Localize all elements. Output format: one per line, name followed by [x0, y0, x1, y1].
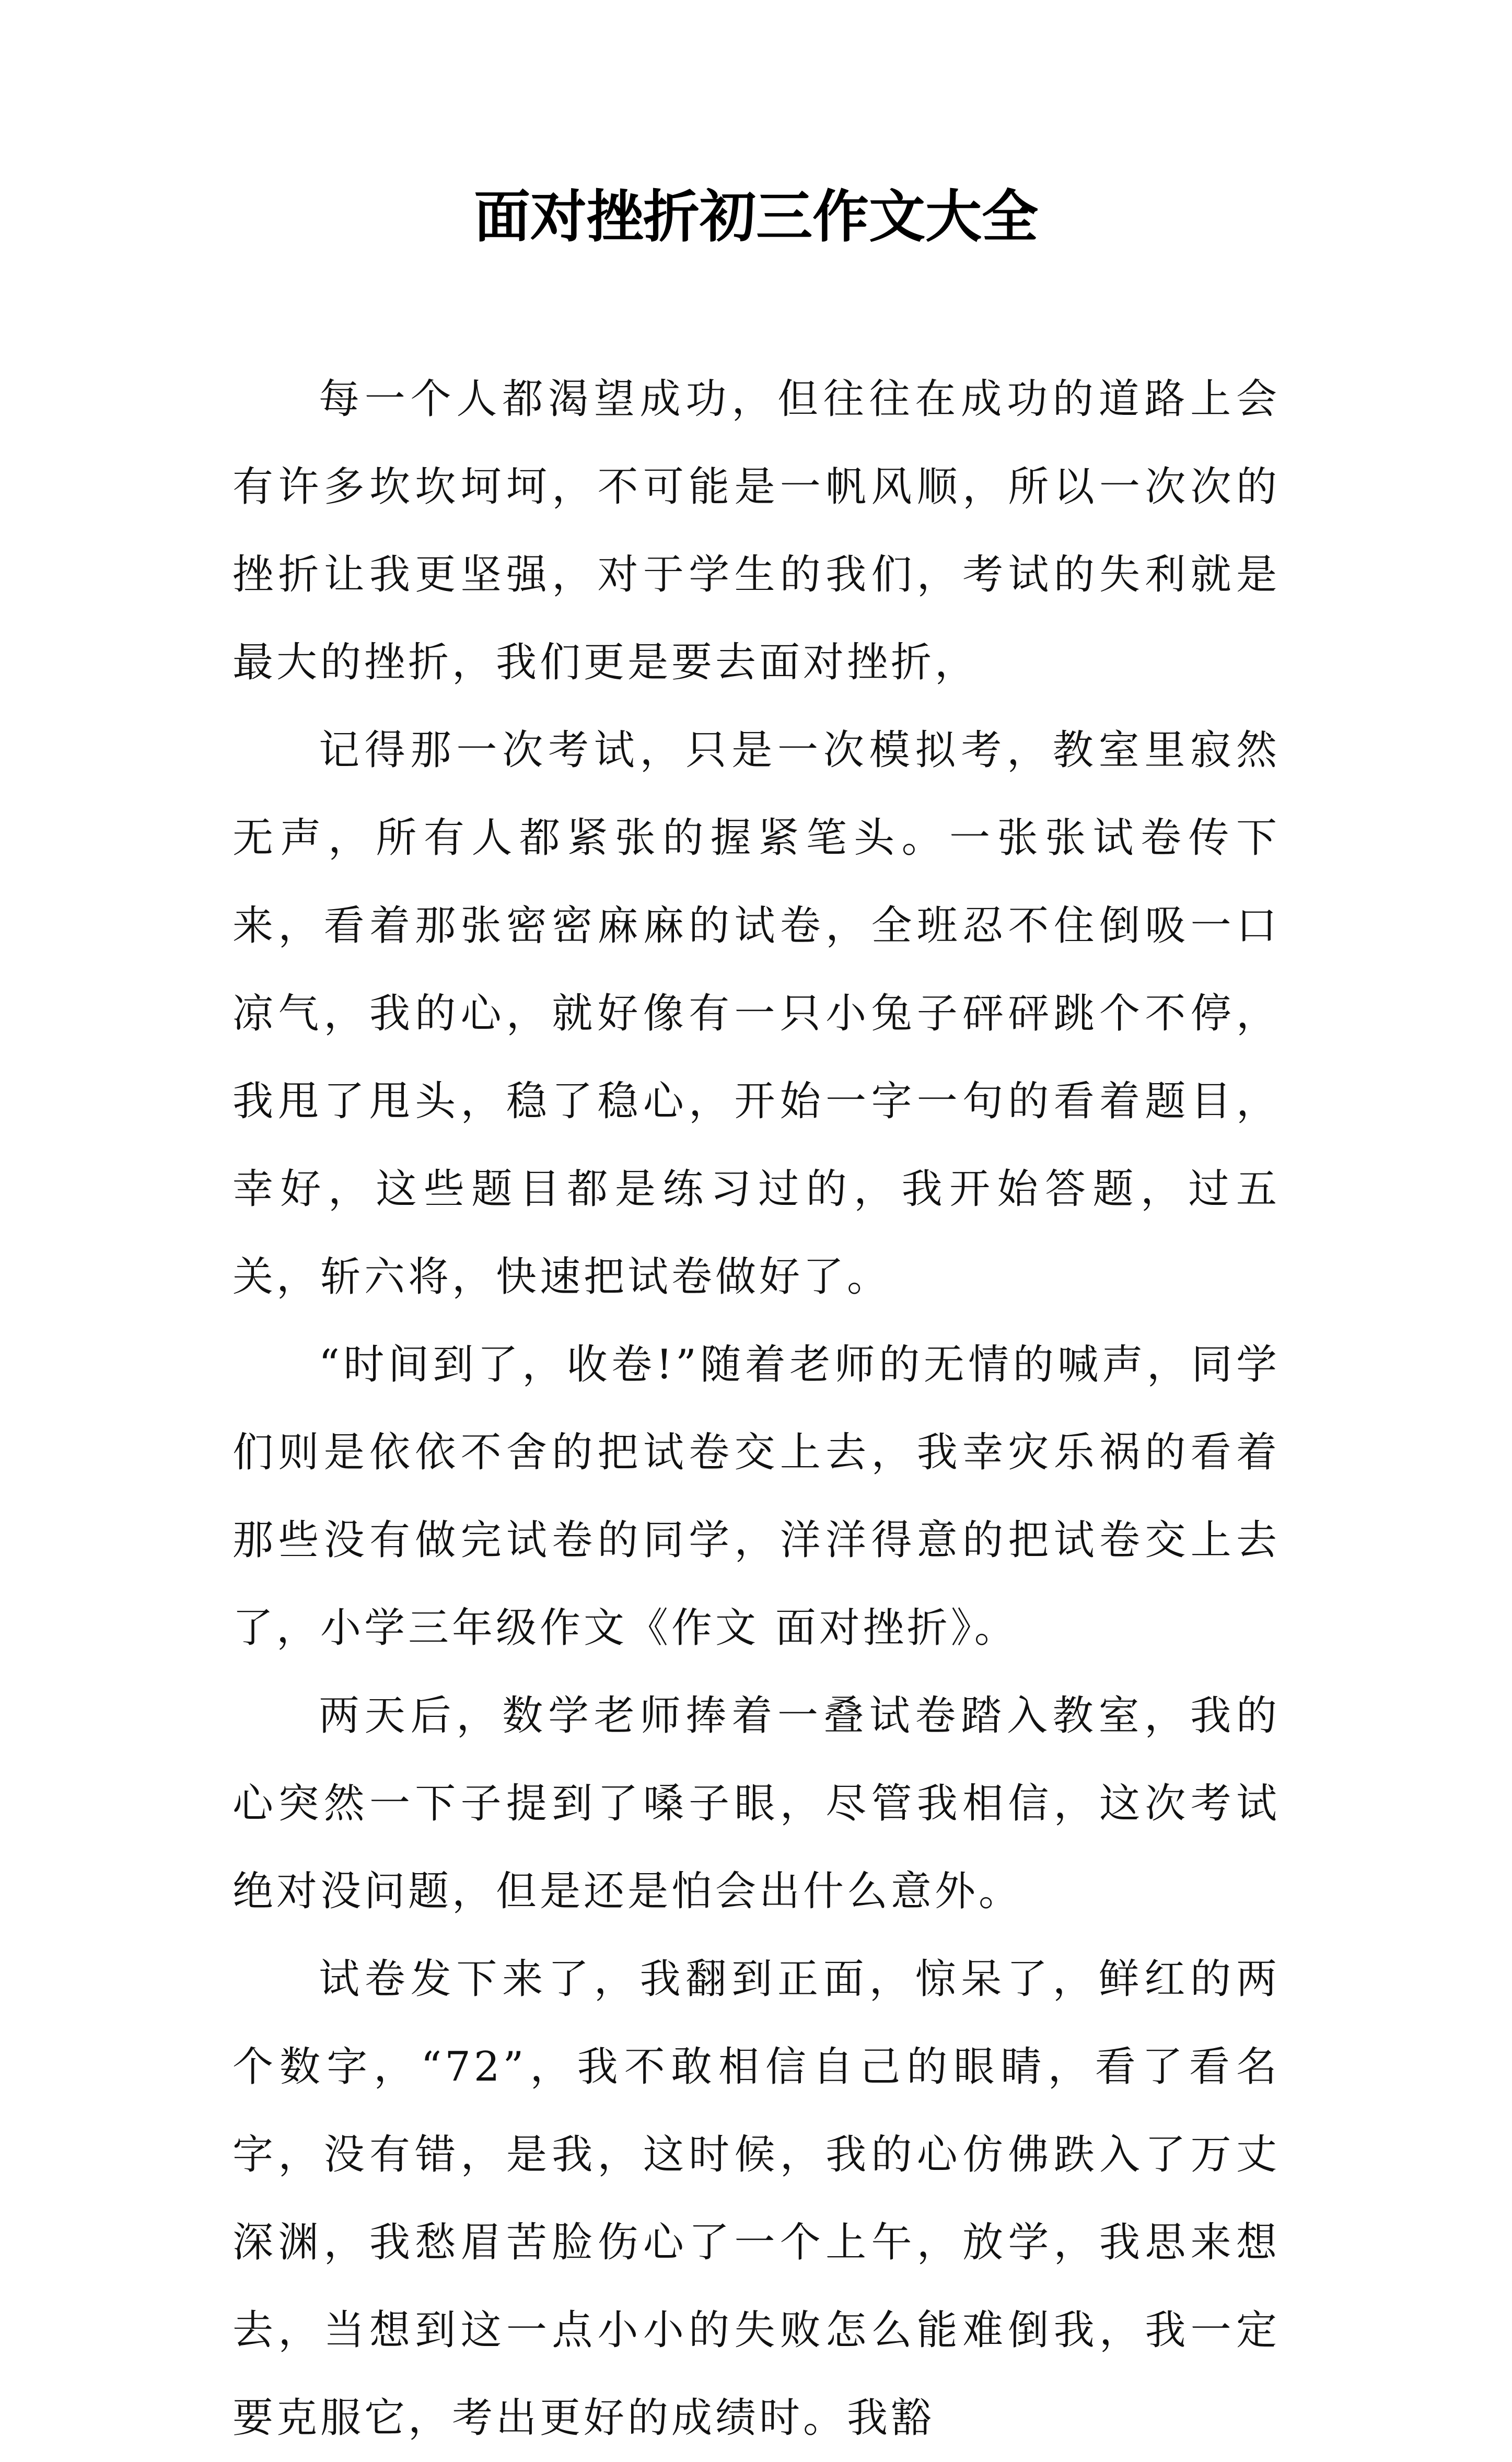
document-body	[232, 355, 1280, 2462]
paragraph-4: 两天后，数学老师捧着一叠试卷踏入教室，我的心突然一下子提到了嗓子眼，尽管我相信，这次考试绝对没问题，但是还是怕会出什么意外。	[232, 1692, 1280, 1915]
paragraph-3: “时间到了，收卷!”随着老师的无情的喊声，同学们则是依依不舍的把试卷交上去，我幸灾乐祸的看着那些没有做完试卷的同学，洋洋得意的把试卷交上去了，小学三年级作文《作文 面对挫折》。	[232, 1341, 1280, 1652]
document-title: 面对挫折初三作文大全	[473, 184, 1038, 250]
paragraph-5: 试卷发下来了，我翻到正面，惊呆了，鲜红的两个数字，“72”，我不敢相信自己的眼睛，看了看名字，没有错，是我，这时候，我的心仿佛跌入了万丈深渊，我愁眉苦脸伤心了一个上午，放学，我思来想去，当想到这一点小小的失败怎么能难倒我，我一定要克服它，考出更好的成绩时。我豁	[232, 1956, 1280, 2442]
paragraph-2: 记得那一次考试，只是一次模拟考，教室里寂然无声，所有人都紧张的握紧笔头。一张张试卷传下来，看着那张密密麻麻的试卷，全班忍不住倒吸一口凉气，我的心，就好像有一只小兔子砰砰跳个不停，我甩了甩头，稳了稳心，开始一字一句的看着题目，幸好，这些题目都是练习过的，我开始答题，过五关，斩六将，快速把试卷做好了。	[232, 727, 1280, 1300]
paragraph-1: 每一个人都渴望成功，但往往在成功的道路上会有许多坎坎坷坷，不可能是一帆风顺，所以一次次的挫折让我更坚强，对于学生的我们，考试的失利就是最大的挫折，我们更是要去面对挫折，	[232, 376, 1280, 686]
